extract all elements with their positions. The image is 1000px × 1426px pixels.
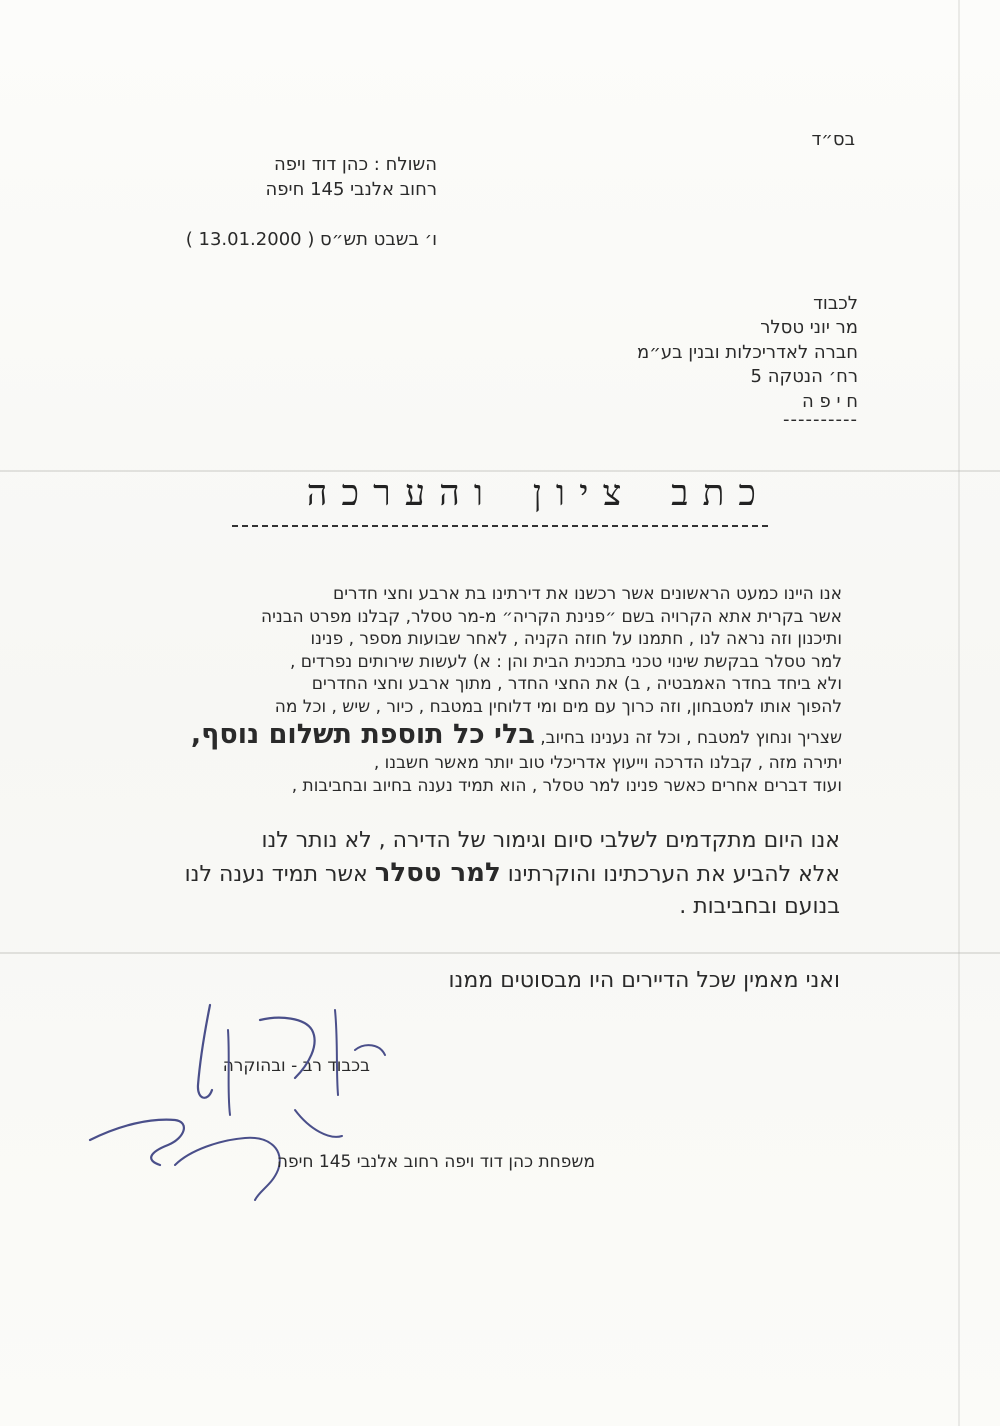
recipient-block <box>637 316 858 414</box>
body-text: אלא להביע את הערכתינו והוקרתינו <box>507 862 840 887</box>
handwritten-signature <box>80 990 440 1210</box>
title-divider <box>232 525 768 527</box>
body-text: שצריך ונחוץ למטבח , וכל זה נענינו בחיוב, <box>540 728 842 748</box>
body-line: אנו היום מתקדמים לשלבי סיום וגימור של הדירה , לא נותר לנו <box>261 828 840 853</box>
paper-fold <box>958 0 960 1426</box>
recipient-line: ח י פ ה <box>802 390 858 412</box>
body-line-emphasis <box>191 718 842 752</box>
body-line-emphasis <box>185 857 840 891</box>
closing-line: בכבוד רב - ובהוקרה <box>222 1056 370 1076</box>
family-signature-line: משפחת כהן דוד ויפה רחוב אלנבי 145 חיפה <box>276 1152 595 1172</box>
body-line: למר טסלר בבקשת שינוי טכני בתכנית הבית והן : א) לעשות שירותים נפרדים , <box>289 651 842 672</box>
body-line: יתירה מזה , קבלנו הדרכה וייעוץ אדריכלי טוב יותר מאשר חשבנו , <box>373 753 842 773</box>
recipient-salutation: לכבוד <box>813 293 858 314</box>
letter-date: ו׳ בשבט תש״ס ( 13.01.2000 ) <box>185 229 437 250</box>
belief-line: ואני מאמין שכל הדיירים היו מבסוטים ממנו <box>448 968 840 993</box>
letter-title: כתב ציון והערכה <box>306 473 770 514</box>
recipient-divider: ---------- <box>783 409 858 430</box>
recipient-line: מר יוני טסלר <box>760 317 858 338</box>
body-line: בנועם ובחביבות . <box>679 894 840 919</box>
body-line: ולא ביחד בחדר האמבטיה , ב) את החצי החדר , מתוך ארבע וחצי החדרים <box>311 674 842 694</box>
body-paragraph-1 <box>191 583 842 797</box>
body-line: להפוך אותו למטבחון, וזה כרוך עם מים ומי דלוחין במטבח , כיור , שיש , וכל מה <box>274 696 842 717</box>
body-line: ותיכנון וזה נראה לנו , חתמנו על חוזה הקניה , לאחר שבועות מספר , פנינו <box>310 629 842 649</box>
emphasis-text: למר טסלר <box>374 858 501 888</box>
emphasis-text: בלי כל תוספת תשלום נוסף, <box>190 719 535 750</box>
sender-address: רחוב אלנבי 145 חיפה <box>265 179 437 200</box>
body-line: אנו היינו כמעט הראשונים אשר רכשנו את דירתינו בת ארבע וחצי חדרים <box>332 584 842 604</box>
sender-name: השולח : כהן דוד ויפה <box>273 154 437 175</box>
body-line: ועוד דברים אחרים כאשר פנינו למר טסלר , הוא תמיד נענה בחיוב ובחביבות , <box>291 775 842 796</box>
bsd-mark: בס״ד <box>811 129 855 150</box>
body-paragraph-2 <box>185 825 840 923</box>
paper-fold <box>0 952 1000 954</box>
recipient-line: חברה לאדריכלות ובנין בע״מ <box>637 341 858 363</box>
body-line: אשר בקרית אתא הקרויה בשם ״פנינת הקריה״ מ-מר טסלר, קבלנו מפרט הבניה <box>260 606 842 627</box>
body-text: אשר תמיד נענה לנו <box>184 862 368 887</box>
recipient-line: רח׳ הנטקה 5 <box>750 366 858 387</box>
